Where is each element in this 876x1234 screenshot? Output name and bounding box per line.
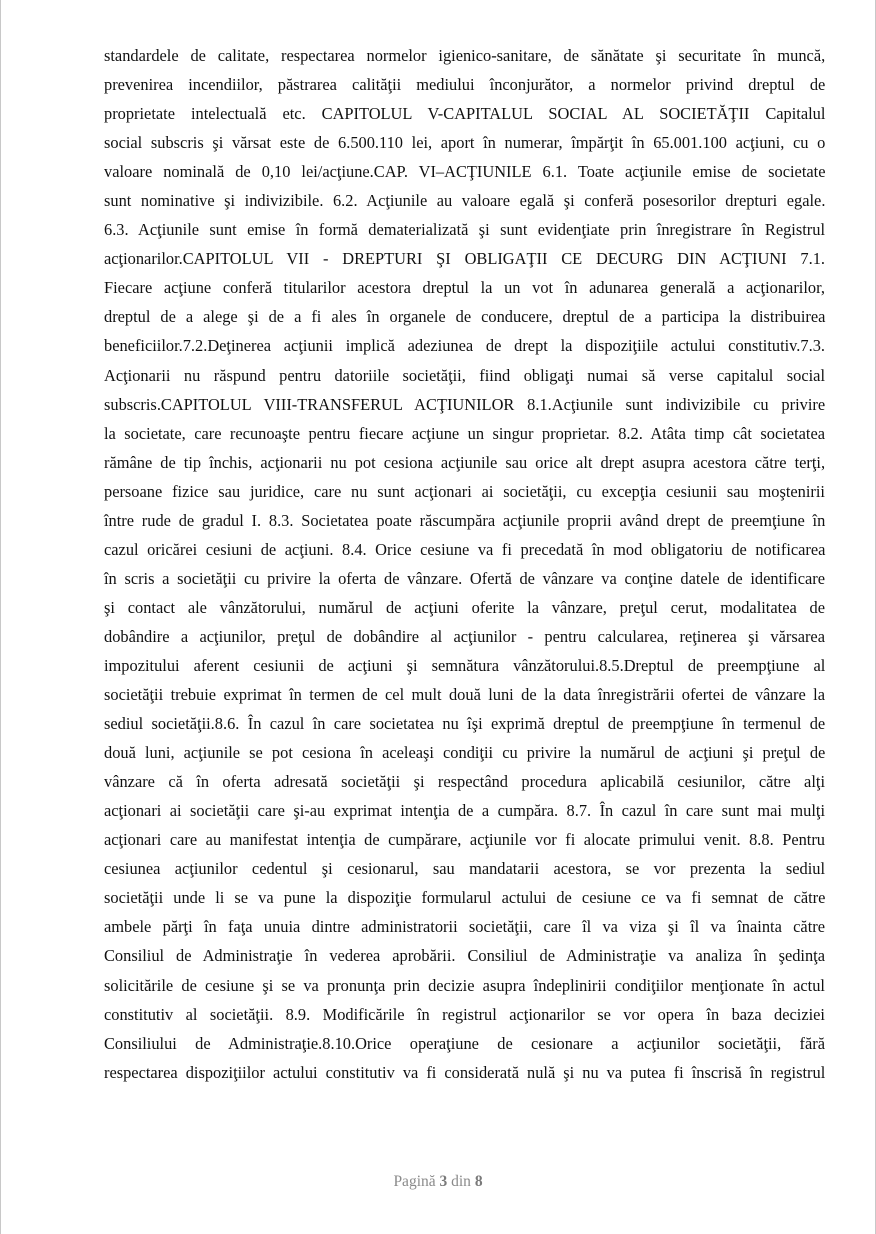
text-line: acţionarilor.CAPITOLUL VII - DREPTURI ŞI OBLIGAŢII CE DECURG DIN ACŢIUNI 7.1. (104, 249, 825, 269)
text-line: proprietate intelectuală etc. CAPITOLUL V-CAPITALUL SOCIAL AL SOCIETĂŢII Capitalul (104, 104, 826, 124)
document-body (104, 41, 825, 1087)
text-line: în scris a societăţii cu privire la oferta de vânzare. Ofertă de vânzare va conţine datele de identificare (104, 568, 825, 588)
text-line: rămâne de tip închis, acţionarii nu pot cesiona acţiunile sau orice alt drept asupra acestora către terţi, (104, 452, 826, 472)
text-line: societăţii unde li se va pune la dispoziţie formularul actului de cesiune ce va fi semnat de către (104, 888, 826, 908)
text-line: Consiliul de Administraţie în vederea aprobării. Consiliul de Administraţie va analiza în şedinţa (104, 946, 825, 966)
text-line: acţionari care au manifestat intenţia de cumpărare, acţiunile vor fi alocate primului venit. 8.8. Pentru (104, 830, 826, 850)
text-line: prevenirea incendiilor, păstrarea calităţii mediului înconjurător, a normelor privind dreptul de (104, 75, 826, 95)
text-line: ambele părţi în faţa unuia dintre administratorii societăţii, care îl va viza şi îl va înainta către (104, 917, 825, 937)
text-line: 6.3. Acţiunile sunt emise în formă dematerializată şi sunt evidenţiate prin înregistrare în Registrul (104, 220, 825, 240)
text-line: impozitului aferent cesiunii de acţiuni şi semnătura vânzătorului.8.5.Dreptul de preempţiune al (104, 655, 826, 675)
page-footer (0, 1173, 876, 1191)
of-word: din (451, 1173, 471, 1190)
text-line: sediul societăţii.8.6. În cazul în care societatea nu îşi exprimă dreptul de preempţiune în termenul de (104, 714, 826, 734)
text-line: beneficiilor.7.2.Deţinerea acţiunii implică adeziunea de drept la dispoziţiile actului constitutiv.7.3. (104, 336, 825, 356)
text-line: cazul oricărei cesiuni de acţiuni. 8.4. Orice cesiune va fi precedată în mod obligatoriu de notificarea (104, 539, 826, 559)
text-line: două luni, acţiunile se pot cesiona în aceleaşi condiţii cu privire la numărul de acţiuni şi preţul de (104, 743, 826, 763)
text-line: subscris.CAPITOLUL VIII-TRANSFERUL ACŢIUNILOR 8.1.Acţiunile sunt indivizibile cu privire (104, 394, 826, 414)
text-line: între rude de gradul I. 8.3. Societatea poate răscumpăra acţiunile proprii având drept de preemţiune în (104, 510, 826, 530)
text-line: societăţii trebuie exprimat în termen de cel mult două luni de la data înregistrării ofertei de vânzare la (104, 685, 825, 705)
text-line: cesiunea acţiunilor cedentul şi cesionarul, sau mandatarii acestora, se vor prezenta la sediul (104, 859, 826, 879)
total-pages-number: 8 (474, 1173, 483, 1190)
text-line: solicitările de cesiune şi se va pronunţa prin decizie asupra îndeplinirii condiţiilor menţionate în actul (104, 975, 825, 995)
text-line: dobândire a acţiunilor, preţul de dobândire al acţiunilor - pentru calcularea, reţinerea şi vărsarea (104, 626, 825, 646)
text-line: Fiecare acţiune conferă titularilor acestora dreptul la un vot în adunarea generală a acţionarilor, (104, 278, 825, 298)
current-page-number: 3 (439, 1173, 448, 1190)
text-line: la societate, care recunoaşte pentru fiecare acţiune un singur proprietar. 8.2. Atâta timp cât societatea (104, 423, 825, 443)
text-line: social subscris şi vărsat este de 6.500.110 lei, aport în numerar, împărţit în 65.001.100 acţiuni, cu o (104, 133, 826, 153)
text-line: acţionari ai societăţii care şi-au exprimat intenţia de a cumpăra. 8.7. În cazul în care sunt mai mulţi (104, 801, 825, 821)
text-line: şi contact ale vânzătorului, numărul de acţiuni oferite la vânzare, preţul cerut, modalitatea de (104, 597, 825, 617)
text-line: standardele de calitate, respectarea normelor igienico-sanitare, de sănătate şi securitate în muncă, (104, 46, 826, 65)
text-line: sunt nominative şi indivizibile. 6.2. Acţiunile au valoare egală şi conferă posesorilor drepturi egale. (104, 191, 826, 211)
text-line: Consiliului de Administraţie.8.10.Orice operaţiune de cesionare a acţiunilor societăţii, fără (104, 1033, 825, 1053)
text-line: constitutiv al societăţii. 8.9. Modificările în registrul acţionarilor se vor opera în baza deciziei (104, 1004, 825, 1024)
text-line: dreptul de a alege şi de a fi ales în organele de conducere, dreptul de a participa la distribuirea (104, 307, 826, 327)
text-line: valoare nominală de 0,10 lei/acţiune.CAP. VI–ACŢIUNILE 6.1. Toate acţiunile emise de societate (104, 162, 826, 182)
page-left-border (0, 0, 1, 1234)
text-line: respectarea dispoziţiilor actului constitutiv va fi considerată nulă şi nu va putea fi înscrisă în registrul (104, 1062, 826, 1082)
text-line: persoane fizice sau juridice, care nu sunt acţionari ai societăţii, cu excepţia cesiunii sau moştenirii (104, 481, 825, 501)
text-line: vânzare că în oferta adresată societăţii şi respectând procedura aplicabilă cesiunilor, către alţi (104, 772, 825, 792)
text-line: Acţionarii nu răspund pentru datoriile societăţii, fiind obligaţi numai să verse capitalul social (104, 365, 825, 385)
page-word: Pagină (393, 1173, 436, 1190)
